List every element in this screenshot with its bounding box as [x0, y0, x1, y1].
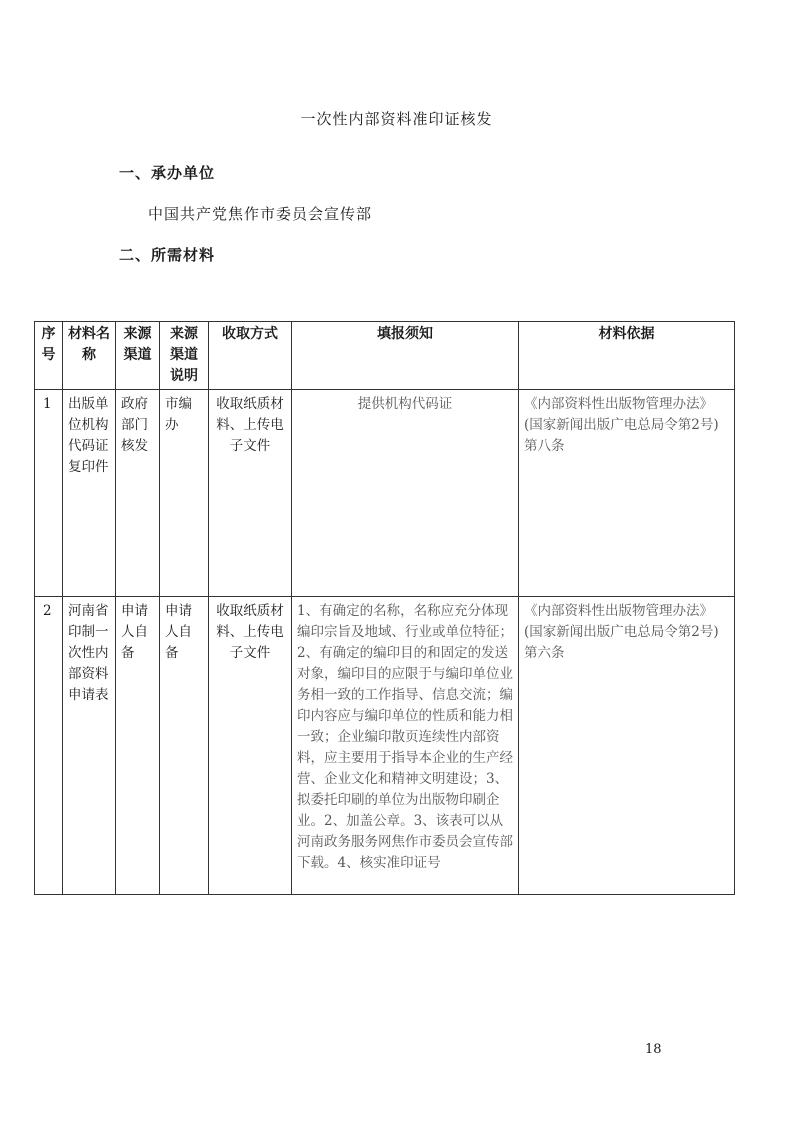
row-source-note: 申请人自备	[160, 597, 209, 895]
row-method: 收取纸质材料、上传电子文件	[209, 597, 292, 895]
row-basis: 《内部资料性出版物管理办法》(国家新闻出版广电总局令第2号)第八条	[519, 390, 735, 597]
row-material-name: 出版单位机构代码证复印件	[63, 390, 116, 597]
row-material-name: 河南省印制一次性内部资料申请表	[63, 597, 116, 895]
header-material-name: 材料名称	[63, 322, 116, 390]
row-notice: 提供机构代码证	[292, 390, 519, 597]
header-notice: 填报须知	[292, 322, 519, 390]
header-basis: 材料依据	[519, 322, 735, 390]
page-number: 18	[645, 1042, 662, 1057]
table-row	[35, 597, 735, 895]
header-no: 序号	[35, 322, 63, 390]
table-header-row	[35, 322, 735, 390]
row-basis: 《内部资料性出版物管理办法》(国家新闻出版广电总局令第2号)第六条	[519, 597, 735, 895]
section-heading-materials: 二、所需材料	[119, 246, 216, 264]
header-source: 来源渠道	[116, 322, 160, 390]
materials-table	[34, 321, 735, 895]
header-method: 收取方式	[209, 322, 292, 390]
section-heading-organizer: 一、承办单位	[119, 164, 216, 182]
row-method: 收取纸质材料、上传电子文件	[209, 390, 292, 597]
row-source: 政府部门核发	[116, 390, 160, 597]
row-notice: 1、有确定的名称，名称应充分体现编印宗旨及地域、行业或单位特征；2、有确定的编印目的和固定的发送对象，编印目的应限于与编印单位业务相一致的工作指导、信息交流；编印内容应与编印单位的性质和能力相一致；企业编印散页连续性内部资料，应主要用于指导本企业的生产经营、企业文化和精神文明建设；3、拟委托印刷的单位为出版物印刷企业。2、加盖公章。3、该表可以从河南政务服务网焦作市委员会宣传部下载。4、核实准印证号	[292, 597, 519, 895]
organizer-name: 中国共产党焦作市委员会宣传部	[148, 205, 373, 223]
row-source-note: 市编办	[160, 390, 209, 597]
document-title: 一次性内部资料准印证核发	[300, 110, 493, 128]
header-source-note: 来源渠道说明	[160, 322, 209, 390]
row-no: 1	[35, 390, 63, 597]
row-no: 2	[35, 597, 63, 895]
table-row	[35, 390, 735, 597]
row-source: 申请人自备	[116, 597, 160, 895]
